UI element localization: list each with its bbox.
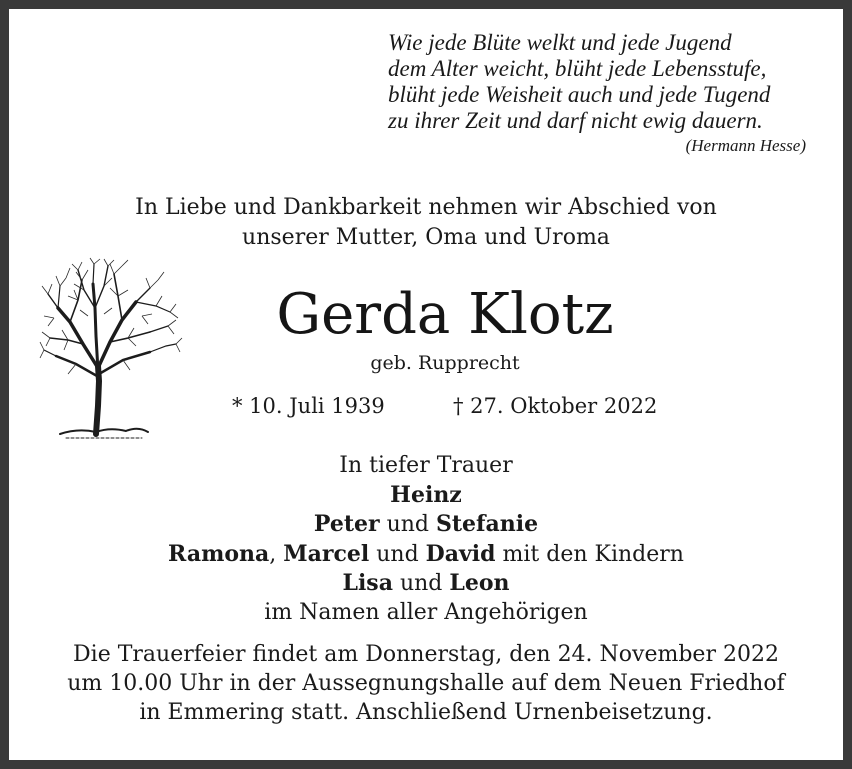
mourner-name: Marcel (283, 540, 370, 567)
mourners-list (0, 452, 852, 628)
with-children: mit den Kindern (502, 541, 684, 567)
intro-line-1: In Liebe und Dankbarkeit nehmen wir Abschied von (135, 195, 717, 220)
mourner-line-2 (0, 510, 852, 540)
deceased-name: Gerda Klotz (276, 282, 614, 347)
mourners-intro: In tiefer Trauer (339, 453, 513, 478)
poem-author: (Hermann Hesse) (685, 136, 806, 155)
mourner-name: Heinz (390, 481, 462, 508)
mourner-name: Peter (313, 511, 380, 538)
conjunction: und (386, 512, 429, 538)
conjunction: und (399, 571, 443, 597)
separator: , (269, 541, 277, 567)
poem-line: zu ihrer Zeit und darf nicht ewig dauern. (388, 108, 763, 133)
farewell-intro (0, 193, 852, 253)
mourner-name: Ramona (168, 540, 270, 567)
mourner-line-4 (0, 569, 852, 599)
service-line-3: in Emmering statt. Anschließend Urnenbeisetzung. (139, 700, 713, 725)
poem-line: dem Alter weicht, blüht jede Lebensstufe, (388, 56, 767, 81)
poem-line: Wie jede Blüte welkt und jede Jugend (388, 30, 732, 55)
intro-line-2: unserer Mutter, Oma und Uroma (242, 225, 610, 250)
birth-date: * 10. Juli 1939 (232, 394, 385, 418)
mourner-line-1 (0, 481, 852, 511)
mourner-name: Lisa (342, 570, 393, 597)
poem-line: blüht jede Weisheit auch und jede Tugend (388, 82, 771, 107)
poem-quote (388, 30, 818, 157)
service-line-1: Die Trauerfeier findet am Donnerstag, den 24. November 2022 (73, 642, 779, 667)
death-date: † 27. Oktober 2022 (453, 394, 658, 418)
mourner-name: Stefanie (436, 511, 539, 538)
mourners-closing: im Namen aller Angehörigen (264, 599, 588, 625)
service-info (0, 640, 852, 727)
tree-icon (38, 256, 183, 446)
mourner-name: David (425, 540, 496, 567)
mourner-name: Leon (449, 570, 510, 597)
conjunction: und (376, 541, 419, 567)
mourner-line-3 (0, 540, 852, 570)
service-line-2: um 10.00 Uhr in der Aussegnungshalle auf dem Neuen Friedhof (67, 671, 785, 696)
maiden-name: geb. Rupprecht (370, 352, 520, 374)
